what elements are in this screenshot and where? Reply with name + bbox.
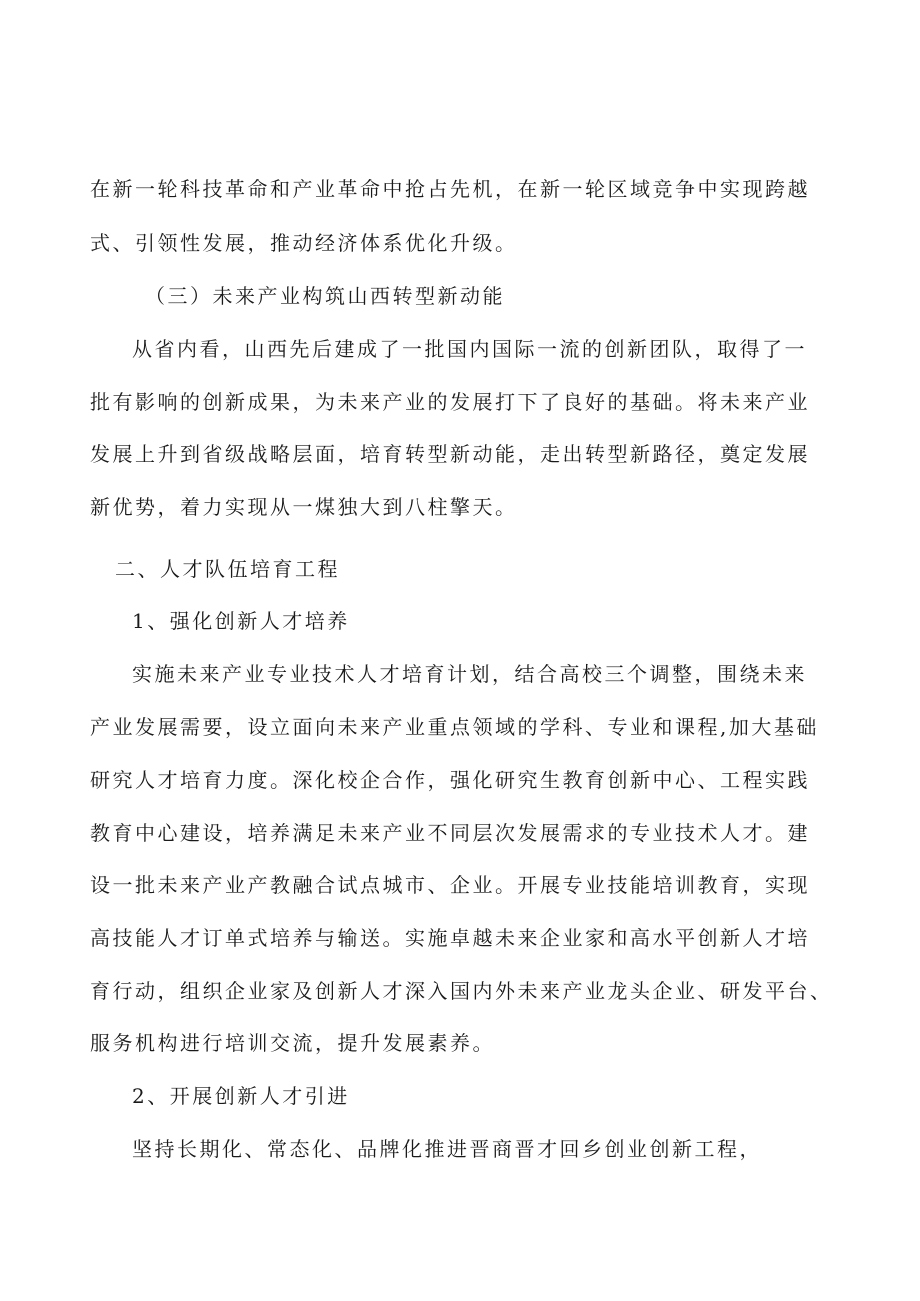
- subsection-heading: 2、开展创新人才引进: [132, 1084, 350, 1108]
- subsection-heading: （三）未来产业构筑山西转型新动能: [145, 284, 505, 308]
- paragraph-line: 从省内看，山西先后建成了一批国内国际一流的创新团队，取得了一: [132, 337, 807, 361]
- section-heading: 二、人才队伍培育工程: [115, 557, 340, 581]
- paragraph-line: 高技能人才订单式培养与输送。实施卓越未来企业家和高水平创新人才培: [90, 926, 810, 950]
- paragraph-line: 育行动，组织企业家及创新人才深入国内外未来产业龙头企业、研发平台、: [90, 979, 833, 1003]
- paragraph-line: 设一批未来产业产教融合试点城市、企业。开展专业技能培训教育，实现: [90, 873, 810, 897]
- paragraph-line: 新优势，着力实现从一煤独大到八柱擎天。: [90, 495, 518, 519]
- paragraph-line: 教育中心建设，培养满足未来产业不同层次发展需求的专业技术人才。建: [90, 821, 810, 845]
- paragraph-line: 坚持长期化、常态化、品牌化推进晋商晋才回乡创业创新工程，: [132, 1137, 762, 1161]
- paragraph-line: 实施未来产业专业技术人才培育计划，结合高校三个调整，围绕未来: [132, 662, 807, 686]
- subsection-heading: 1、强化创新人才培养: [132, 609, 350, 633]
- paragraph-line: 式、引领性发展，推动经济体系优化升级。: [90, 231, 518, 255]
- paragraph-line: 服务机构进行培训交流，提升发展素养。: [90, 1031, 495, 1055]
- paragraph-line: 批有影响的创新成果，为未来产业的发展打下了良好的基础。将未来产业: [90, 390, 810, 414]
- paragraph-line: 在新一轮科技革命和产业革命中抢占先机，在新一轮区域竞争中实现跨越: [90, 177, 810, 201]
- paragraph-line: 研究人才培育力度。深化校企合作，强化研究生教育创新中心、工程实践: [90, 768, 810, 792]
- paragraph-line: 发展上升到省级战略层面，培育转型新动能，走出转型新路径，奠定发展: [90, 442, 810, 466]
- paragraph-line: 产业发展需要，设立面向未来产业重点领域的学科、专业和课程,加大基础: [90, 715, 819, 739]
